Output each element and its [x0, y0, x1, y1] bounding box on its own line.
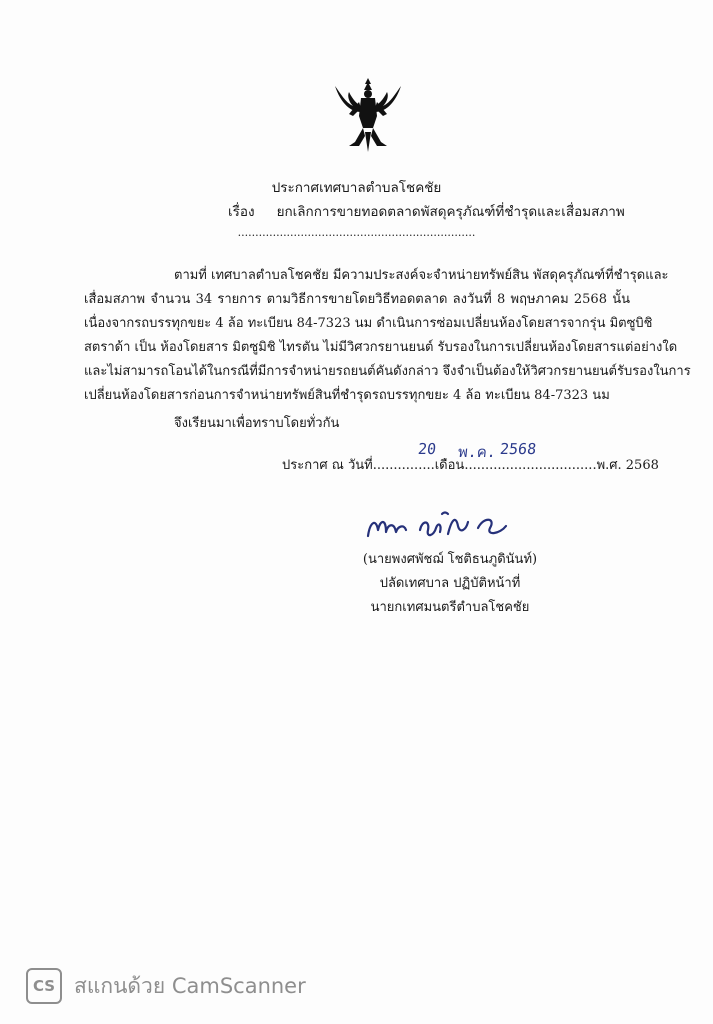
- signature-image: [360, 500, 520, 550]
- handwritten-month: พ.ค.: [457, 443, 497, 461]
- closing-statement: จึงเรียนมาเพื่อทราบโดยทั่วกัน: [174, 416, 340, 431]
- body-paragraph-line: เสื่อมสภาพ จำนวน 34 รายการ ตามวิธีการขายโดยวิธีทอดตลาด ลงวันที่ 8 พฤษภาคม 2568 นั้น: [84, 292, 630, 307]
- body-paragraph-line: สตราด้า เป็น ห้องโดยสาร มิตซูมิชิ ไทรตัน ไม่มีวิศวกรยานยนต์ รับรองในการเปลี่ยนห้องโดยสารแต่อย่างใด: [84, 340, 678, 355]
- signer-name: (นายพงศพัชฌ์ โชติธนภูดินันท์): [362, 552, 538, 567]
- month-blank: ...............................: [464, 458, 593, 473]
- garuda-emblem-icon: [331, 76, 405, 154]
- month-label: เดือน: [434, 458, 465, 473]
- signer-position: ปลัดเทศบาล ปฏิบัติหน้าที่: [379, 576, 521, 591]
- year-label: .พ.ศ. 2568: [592, 458, 659, 473]
- subject-line: [228, 200, 625, 222]
- signer-acting-position: นายกเทศมนตรีตำบลโชคชัย: [370, 600, 530, 615]
- subject-text: ยกเลิกการขายทอดตลาดพัสดุครุภัณฑ์ที่ชำรุดและเสื่อมสภาพ: [276, 204, 625, 220]
- camscanner-logo-icon: CS: [26, 968, 62, 1004]
- handwritten-year: 2568: [499, 440, 538, 458]
- watermark-text: สแกนด้วย CamScanner: [74, 973, 306, 998]
- body-paragraph-line: เนื่องจากรถบรรทุกขยะ 4 ล้อ ทะเบียน 84-7323 นม ดำเนินการซ่อมเปลี่ยนห้องโดยสารจากรุ่น มิตซูบิชิ: [84, 316, 653, 331]
- document-title: ประกาศเทศบาลตำบลโชคชัย: [271, 180, 442, 196]
- camscanner-watermark: [26, 968, 306, 1004]
- body-paragraph-line: และไม่สามารถโอนได้ในกรณีที่มีการจำหน่ายรถยนต์คันดังกล่าว จึงจำเป็นต้องให้วิศวกรยานยนต์รับรองในการ: [84, 364, 691, 379]
- announce-prefix: ประกาศ ณ วันที่: [282, 458, 373, 473]
- body-paragraph-line: ตามที่ เทศบาลตำบลโชคชัย มีความประสงค์จะจำหน่ายทรัพย์สิน พัสดุครุภัณฑ์ที่ชำรุดและ: [174, 268, 669, 283]
- subject-label: เรื่อง: [228, 204, 255, 220]
- day-blank: ...............: [372, 458, 435, 473]
- title-divider: ....................................................................: [237, 226, 476, 239]
- handwritten-day: 20: [417, 440, 438, 458]
- body-paragraph-line: เปลี่ยนห้องโดยสารก่อนการจำหน่ายทรัพย์สินที่ชำรุดรถบรรทุกขยะ 4 ล้อ ทะเบียน 84-7323 นม: [84, 388, 610, 403]
